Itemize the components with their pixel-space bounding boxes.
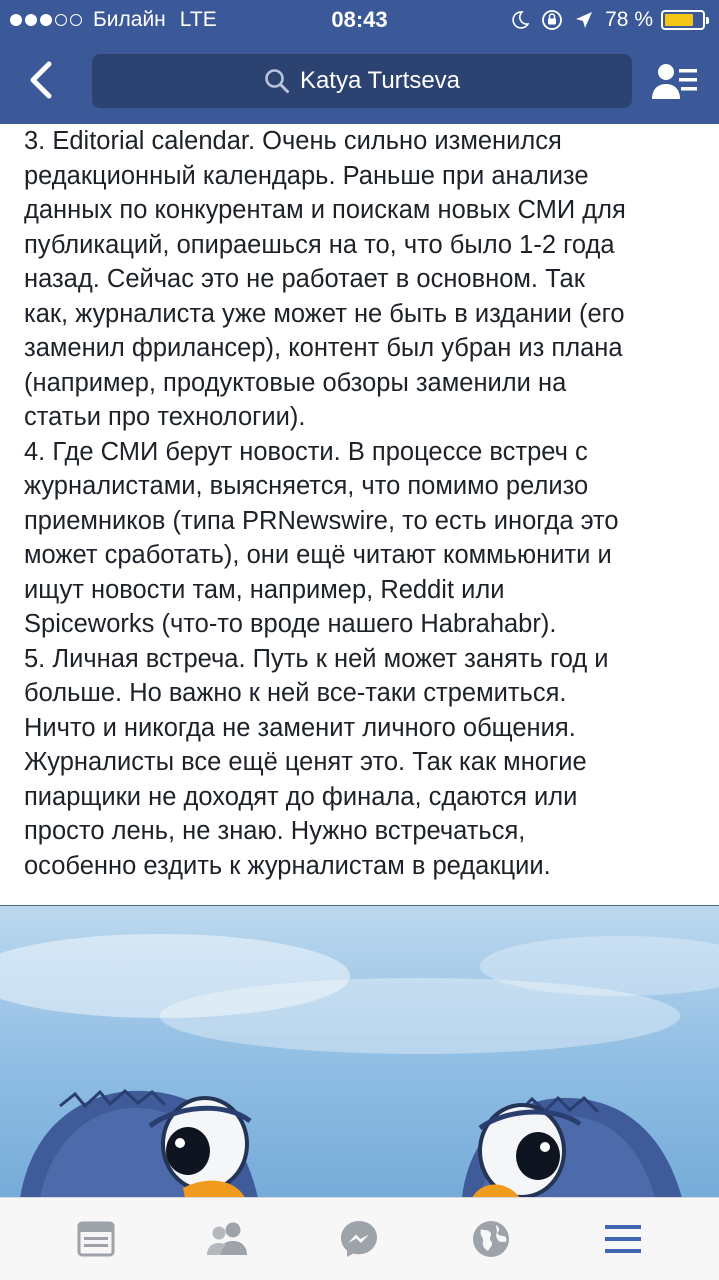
post-line: особенно ездить к журналистам в редакции. — [24, 851, 551, 880]
notifications-globe-icon — [471, 1219, 511, 1259]
messenger-icon — [339, 1219, 379, 1259]
battery-icon — [661, 10, 705, 30]
header — [0, 0, 719, 124]
post-line: просто лень, не знаю. Нужно встречаться, — [24, 817, 526, 845]
tab-news-feed[interactable] — [66, 1209, 126, 1269]
friends-icon — [205, 1221, 251, 1257]
right-bird — [462, 1098, 682, 1197]
post-line: 5. Личная встреча. Путь к ней может занять год и — [24, 644, 609, 673]
post-line: (например, продуктовые обзоры заменили на — [24, 368, 567, 397]
bottom-tab-bar — [0, 1197, 719, 1280]
battery-percent: 78 % — [605, 8, 653, 31]
location-arrow-icon — [575, 11, 593, 29]
back-button[interactable] — [14, 52, 70, 108]
post-line: заменил фрилансер), контент был убран из плана — [24, 334, 623, 362]
tab-menu[interactable] — [593, 1209, 653, 1269]
post-line: ищут новости там, например, Reddit или — [24, 575, 505, 604]
post-line: журналистами, выясняется, что помимо релизо — [24, 472, 589, 500]
search-field[interactable] — [92, 54, 632, 108]
network-type: LTE — [179, 8, 217, 31]
cartoon-birds-illustration — [0, 906, 719, 1197]
chevron-left-icon — [27, 60, 57, 100]
friend-requests-icon — [651, 61, 699, 101]
post-line: приемников (типа PRNewswire, то есть иногда это — [24, 506, 619, 535]
post-line: 3. Editorial calendar. Очень сильно изменился — [24, 127, 562, 155]
search-label: Katya Turtseva — [299, 67, 461, 94]
navigation-bar — [0, 40, 719, 124]
post-line: может сработать), они ещё читают коммьюнити и — [24, 541, 612, 569]
menu-icon — [603, 1223, 643, 1255]
post-line: Ничто и никогда не заменит личного общения. — [24, 713, 576, 742]
post-line: редакционный календарь. Раньше при анализе — [24, 161, 589, 190]
status-time: 08:43 — [331, 7, 388, 32]
post-line: данных по конкурентам и поискам новых СМИ для — [24, 196, 626, 224]
tab-messenger[interactable] — [329, 1209, 389, 1269]
post-image[interactable] — [0, 905, 719, 1197]
post-line: назад. Сейчас это не работает в основном. Так — [24, 265, 585, 293]
post-line: Spiceworks (что-то вроде нашего Habrahabr). — [24, 610, 557, 638]
post-line: как, журналиста уже может не быть в издании (его — [24, 299, 625, 328]
friend-requests-button[interactable] — [647, 54, 703, 108]
post-line: Журналисты все ещё ценят это. Так как многие — [24, 748, 587, 776]
post-line: 4. Где СМИ берут новости. В процессе встреч с — [24, 437, 588, 466]
left-bird — [20, 1091, 258, 1197]
news-feed-icon — [77, 1221, 115, 1257]
status-bar — [0, 0, 719, 40]
moon-icon — [511, 11, 529, 29]
tab-friends[interactable] — [198, 1209, 258, 1269]
rotation-lock-icon — [541, 9, 563, 31]
carrier-name: Билайн — [93, 8, 166, 31]
status-right — [499, 8, 705, 32]
battery-level — [665, 14, 693, 26]
post-line: больше. Но важно к ней все-таки стремиться. — [24, 679, 567, 707]
tab-notifications[interactable] — [461, 1209, 521, 1269]
post-line: пиарщики не доходят до финала, сдаются или — [24, 782, 578, 811]
search-icon — [264, 68, 290, 94]
post-line: публикаций, опираешься на то, что было 1-2 года — [24, 230, 615, 259]
post-body — [24, 124, 704, 883]
post-line: статьи про технологии). — [24, 403, 306, 431]
